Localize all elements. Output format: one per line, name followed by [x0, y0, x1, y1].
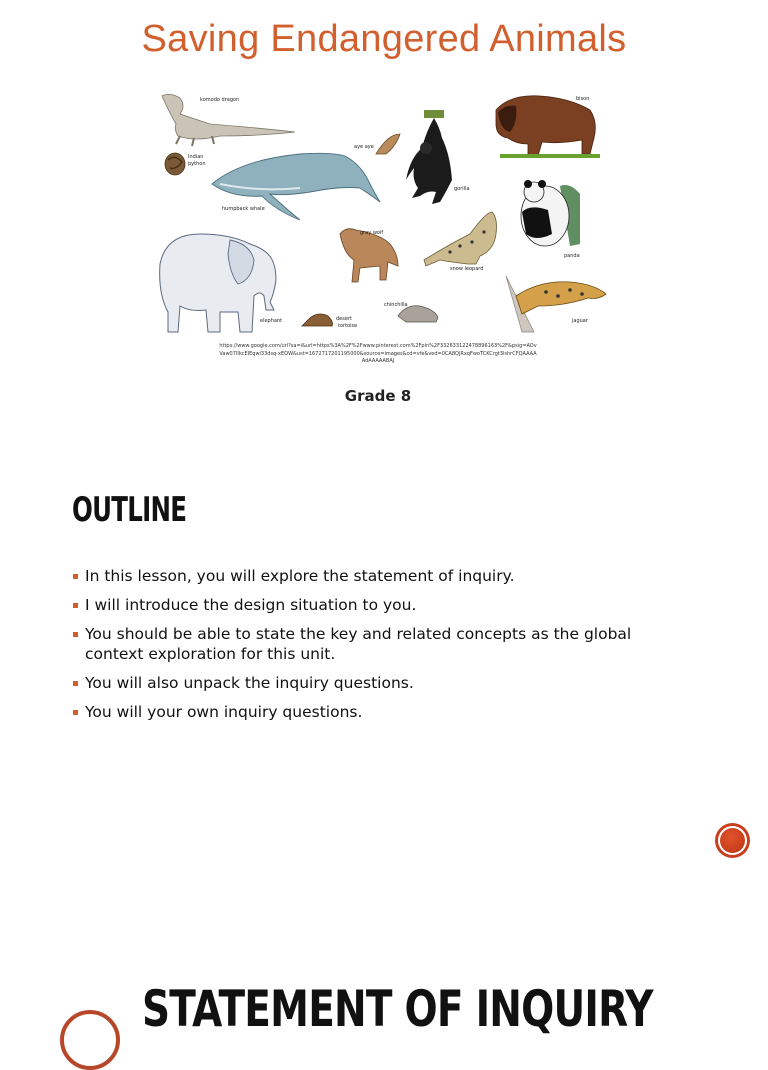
label-elephant: elephant	[260, 318, 283, 324]
bullet-text: In this lesson, you will explore the statement of inquiry.	[85, 567, 515, 585]
chinchilla-image	[398, 306, 438, 322]
outline-heading: OUTLINE	[72, 490, 187, 530]
bullet-square-icon	[73, 710, 78, 715]
bullet-square-icon	[73, 603, 78, 608]
gorilla-image	[406, 110, 452, 204]
list-item	[72, 673, 672, 693]
label-desert-tortoise: desert tortoise	[336, 316, 358, 329]
desert-tortoise-image	[302, 314, 333, 326]
label-snow-leopard: snow leopard	[450, 266, 484, 272]
indian-python-image	[165, 153, 185, 175]
label-komodo-dragon: komodo dragon	[200, 97, 240, 103]
label-gray-wolf: gray wolf	[360, 230, 384, 236]
label-gorilla: gorilla	[454, 186, 470, 192]
next-slide-button[interactable]	[718, 826, 747, 855]
slide-title: Saving Endangered Animals	[141, 18, 627, 60]
snow-leopard-image	[424, 212, 497, 266]
bullet-square-icon	[73, 632, 78, 637]
list-item	[72, 624, 672, 664]
slide-emblem-icon	[60, 1010, 120, 1070]
bullet-text: You will your own inquiry questions.	[85, 703, 363, 721]
label-humpback-whale: humpback whale	[222, 206, 265, 212]
bullet-text: You will also unpack the inquiry questions.	[85, 674, 414, 692]
aye-aye-image	[376, 134, 400, 154]
label-panda: panda	[564, 253, 580, 259]
bison-image	[496, 96, 600, 158]
bullet-square-icon	[73, 681, 78, 686]
panda-image	[521, 180, 580, 246]
bullet-text: You should be able to state the key and related concepts as the global context exploration for this unit.	[85, 625, 632, 663]
grade-label: Grade 8	[344, 387, 412, 405]
statement-of-inquiry-heading: STATEMENT OF INQUIRY	[142, 980, 653, 1038]
list-item	[72, 702, 672, 722]
label-indian-python: Indian python	[188, 154, 206, 167]
endangered-animals-illustration	[150, 84, 620, 344]
image-source-url[interactable]: https://www.google.com/url?sa=i&url=https%3A%2F%2Fwww.pinterest.com%2Fpin%2F332633122478896163%2F&psig=AOvVaw07IIkcEIEqwi33dsq-xEOW&ust=1672717201195000&source=images&cd=vfe&ved=0CA8QjRxqFwoTCKCrgt3lshrCFQAAAAAdAAAAABAJ	[219, 343, 537, 364]
list-item	[72, 566, 672, 586]
list-item	[72, 595, 672, 615]
bullet-text: I will introduce the design situation to you.	[85, 596, 417, 614]
bullet-square-icon	[73, 574, 78, 579]
elephant-image	[160, 234, 276, 332]
outline-bullet-list	[72, 566, 672, 731]
gray-wolf-image	[340, 229, 398, 282]
label-bison: bison	[576, 96, 590, 102]
label-jaguar: jaguar	[572, 318, 588, 324]
label-aye-aye: aye aye	[354, 144, 374, 150]
label-chinchilla: chinchilla	[384, 302, 408, 308]
jaguar-image	[506, 276, 606, 332]
